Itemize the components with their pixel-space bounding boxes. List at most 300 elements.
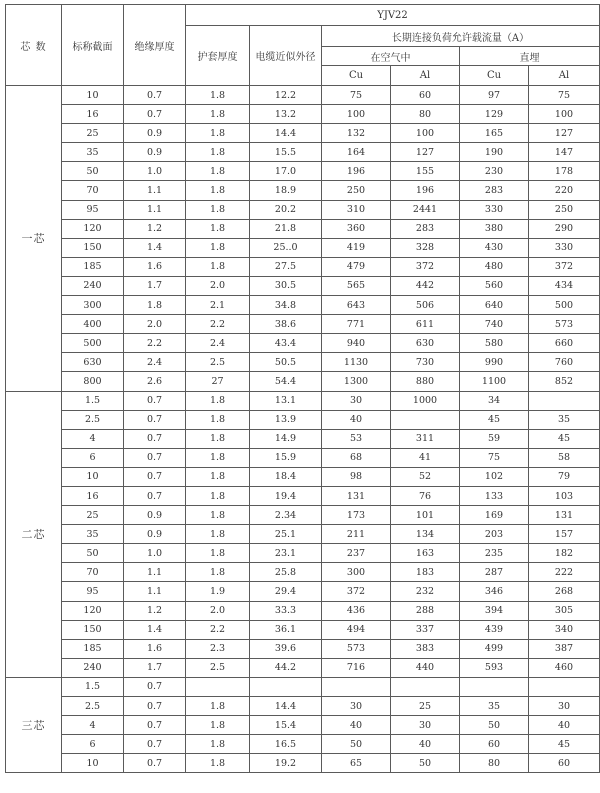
cell-buried-al: 290 — [529, 219, 600, 238]
cell-insulation: 1.4 — [124, 238, 186, 257]
cell-sheath: 1.8 — [186, 716, 250, 735]
table-row — [6, 143, 600, 162]
table-row — [6, 601, 600, 620]
cell-diameter: 39.6 — [250, 639, 322, 658]
cell-insulation: 1.7 — [124, 276, 186, 295]
cell-buried-al: 372 — [529, 257, 600, 276]
cell-air-cu: 494 — [322, 620, 391, 639]
cell-section: 16 — [62, 105, 124, 124]
cell-buried-al: 147 — [529, 143, 600, 162]
cell-diameter: 19.4 — [250, 486, 322, 505]
header-buried: 直埋 — [460, 47, 600, 66]
cell-insulation: 1.4 — [124, 620, 186, 639]
cell-diameter: 2.34 — [250, 506, 322, 525]
cell-section: 120 — [62, 601, 124, 620]
cell-insulation: 0.7 — [124, 86, 186, 105]
cell-buried-al: 60 — [529, 754, 600, 773]
cell-insulation: 0.7 — [124, 677, 186, 696]
cell-sheath: 2.5 — [186, 658, 250, 677]
cell-air-al: 183 — [391, 563, 460, 582]
cell-sheath: 1.8 — [186, 544, 250, 563]
table-row — [6, 200, 600, 219]
cell-buried-cu: 430 — [460, 238, 529, 257]
header-air-cu: Cu — [322, 66, 391, 86]
header-air-al: Al — [391, 66, 460, 86]
cell-diameter: 13.1 — [250, 391, 322, 410]
cell-insulation: 0.7 — [124, 410, 186, 429]
cell-buried-al: 460 — [529, 658, 600, 677]
cell-buried-cu: 50 — [460, 716, 529, 735]
cell-air-al: 30 — [391, 716, 460, 735]
cell-air-cu: 565 — [322, 276, 391, 295]
cell-section: 400 — [62, 315, 124, 334]
cell-buried-al: 222 — [529, 563, 600, 582]
cell-insulation: 0.7 — [124, 105, 186, 124]
table-row — [6, 525, 600, 544]
cell-diameter: 13.9 — [250, 410, 322, 429]
cell-air-cu: 419 — [322, 238, 391, 257]
cell-sheath: 1.8 — [186, 162, 250, 181]
cell-air-cu: 250 — [322, 181, 391, 200]
cell-sheath: 1.8 — [186, 143, 250, 162]
table-row — [6, 486, 600, 505]
cell-air-al: 40 — [391, 735, 460, 754]
cell-air-cu: 300 — [322, 563, 391, 582]
cell-buried-cu: 740 — [460, 315, 529, 334]
cell-buried-al: 45 — [529, 735, 600, 754]
cell-section: 95 — [62, 200, 124, 219]
cell-air-al: 337 — [391, 620, 460, 639]
cell-section: 16 — [62, 486, 124, 505]
cell-air-al: 311 — [391, 429, 460, 448]
cell-diameter: 25.1 — [250, 525, 322, 544]
cell-sheath: 1.8 — [186, 410, 250, 429]
cell-air-cu: 164 — [322, 143, 391, 162]
cell-diameter: 20.2 — [250, 200, 322, 219]
cell-air-cu: 75 — [322, 86, 391, 105]
cell-air-cu: 196 — [322, 162, 391, 181]
cell-insulation: 0.9 — [124, 525, 186, 544]
header-nominal-section: 标称截面 — [62, 5, 124, 86]
cell-insulation: 2.2 — [124, 334, 186, 353]
cell-insulation: 1.0 — [124, 162, 186, 181]
cell-buried-cu: 346 — [460, 582, 529, 601]
header-in-air: 在空气中 — [322, 47, 460, 66]
cell-sheath: 2.5 — [186, 353, 250, 372]
cell-sheath: 2.0 — [186, 276, 250, 295]
cell-sheath: 1.8 — [186, 486, 250, 505]
cell-buried-al: 268 — [529, 582, 600, 601]
cell-section: 25 — [62, 124, 124, 143]
cell-sheath: 1.8 — [186, 697, 250, 716]
cell-air-cu: 68 — [322, 448, 391, 467]
cell-buried-al — [529, 677, 600, 696]
cell-air-al: 506 — [391, 296, 460, 315]
cell-air-cu: 479 — [322, 257, 391, 276]
cell-diameter: 33.3 — [250, 601, 322, 620]
cell-sheath: 1.8 — [186, 563, 250, 582]
cell-sheath: 2.0 — [186, 601, 250, 620]
cell-buried-cu: 34 — [460, 391, 529, 410]
cell-diameter: 19.2 — [250, 754, 322, 773]
cell-air-al: 328 — [391, 238, 460, 257]
table-row — [6, 276, 600, 295]
cell-diameter: 25.8 — [250, 563, 322, 582]
table-row — [6, 735, 600, 754]
cell-diameter: 18.9 — [250, 181, 322, 200]
cell-air-al: 730 — [391, 353, 460, 372]
cell-buried-al: 760 — [529, 353, 600, 372]
cell-buried-al: 157 — [529, 525, 600, 544]
cell-air-cu: 310 — [322, 200, 391, 219]
cell-buried-al: 178 — [529, 162, 600, 181]
cell-diameter: 30.5 — [250, 276, 322, 295]
cell-air-al: 1000 — [391, 391, 460, 410]
table-row — [6, 105, 600, 124]
cell-insulation: 1.1 — [124, 181, 186, 200]
cell-sheath: 1.9 — [186, 582, 250, 601]
cell-section: 35 — [62, 525, 124, 544]
cell-section: 800 — [62, 372, 124, 391]
cell-insulation: 1.7 — [124, 658, 186, 677]
cell-buried-al: 434 — [529, 276, 600, 295]
cell-insulation: 0.7 — [124, 429, 186, 448]
cell-diameter: 29.4 — [250, 582, 322, 601]
table-row — [6, 315, 600, 334]
cell-buried-al: 40 — [529, 716, 600, 735]
cell-diameter: 34.8 — [250, 296, 322, 315]
cell-section: 300 — [62, 296, 124, 315]
table-row — [6, 181, 600, 200]
cell-air-al: 440 — [391, 658, 460, 677]
cell-buried-cu: 35 — [460, 697, 529, 716]
cell-sheath: 1.8 — [186, 391, 250, 410]
cell-air-al — [391, 410, 460, 429]
cell-air-al: 630 — [391, 334, 460, 353]
cell-buried-al: 660 — [529, 334, 600, 353]
cell-diameter: 43.4 — [250, 334, 322, 353]
table-row — [6, 677, 600, 696]
cell-air-cu: 1300 — [322, 372, 391, 391]
cell-insulation: 1.2 — [124, 601, 186, 620]
header-model: YJV22 — [186, 5, 600, 26]
cell-air-al: 76 — [391, 486, 460, 505]
cell-diameter: 21.8 — [250, 219, 322, 238]
cell-air-al: 101 — [391, 506, 460, 525]
cell-sheath: 1.8 — [186, 257, 250, 276]
cell-insulation: 1.8 — [124, 296, 186, 315]
cell-insulation: 1.6 — [124, 257, 186, 276]
cell-buried-cu: 230 — [460, 162, 529, 181]
cell-diameter: 54.4 — [250, 372, 322, 391]
cell-air-al: 2441 — [391, 200, 460, 219]
table-row — [6, 716, 600, 735]
table-row — [6, 639, 600, 658]
cell-buried-cu: 1100 — [460, 372, 529, 391]
table-row — [6, 658, 600, 677]
table-row — [6, 219, 600, 238]
cell-insulation: 0.7 — [124, 735, 186, 754]
cell-insulation: 0.7 — [124, 486, 186, 505]
cell-buried-cu: 593 — [460, 658, 529, 677]
cell-sheath: 1.8 — [186, 124, 250, 143]
cell-diameter: 15.5 — [250, 143, 322, 162]
cell-insulation: 0.9 — [124, 506, 186, 525]
cell-section: 4 — [62, 429, 124, 448]
table-row — [6, 544, 600, 563]
cell-air-cu: 237 — [322, 544, 391, 563]
cell-sheath: 1.8 — [186, 181, 250, 200]
cell-air-cu: 643 — [322, 296, 391, 315]
cell-insulation: 2.6 — [124, 372, 186, 391]
cell-section: 95 — [62, 582, 124, 601]
cell-buried-al: 100 — [529, 105, 600, 124]
table-row — [6, 697, 600, 716]
header-core-count: 芯 数 — [6, 5, 62, 86]
cell-sheath: 1.8 — [186, 429, 250, 448]
cell-air-al: 196 — [391, 181, 460, 200]
cell-buried-cu: 480 — [460, 257, 529, 276]
cell-section: 50 — [62, 162, 124, 181]
cell-sheath: 1.8 — [186, 238, 250, 257]
table-row — [6, 162, 600, 181]
cell-insulation: 0.7 — [124, 448, 186, 467]
cell-buried-cu: 102 — [460, 467, 529, 486]
cell-buried-cu: 394 — [460, 601, 529, 620]
cell-diameter: 15.9 — [250, 448, 322, 467]
cell-buried-cu: 45 — [460, 410, 529, 429]
cell-air-cu — [322, 677, 391, 696]
cell-buried-cu: 640 — [460, 296, 529, 315]
cell-buried-al: 305 — [529, 601, 600, 620]
cell-air-al: 155 — [391, 162, 460, 181]
cell-buried-cu: 499 — [460, 639, 529, 658]
cell-sheath: 1.8 — [186, 735, 250, 754]
cell-air-al: 25 — [391, 697, 460, 716]
cell-sheath: 1.8 — [186, 467, 250, 486]
cell-buried-al: 127 — [529, 124, 600, 143]
cell-buried-cu: 169 — [460, 506, 529, 525]
cell-buried-al: 75 — [529, 86, 600, 105]
cell-buried-cu: 133 — [460, 486, 529, 505]
header-row-1 — [6, 5, 600, 26]
cell-section: 185 — [62, 257, 124, 276]
cell-section: 240 — [62, 658, 124, 677]
cell-insulation: 2.4 — [124, 353, 186, 372]
cell-air-cu: 716 — [322, 658, 391, 677]
header-current-capacity: 长期连接负荷允许载流量（A） — [322, 26, 600, 47]
cell-diameter: 14.4 — [250, 124, 322, 143]
cell-diameter: 15.4 — [250, 716, 322, 735]
header-insulation-thickness: 绝缘厚度 — [124, 5, 186, 86]
header-approx-diameter: 电缆近似外径 — [250, 26, 322, 86]
cell-sheath — [186, 677, 250, 696]
cell-insulation: 1.1 — [124, 582, 186, 601]
cell-air-al: 50 — [391, 754, 460, 773]
cell-diameter: 16.5 — [250, 735, 322, 754]
cell-insulation: 1.2 — [124, 219, 186, 238]
cell-air-al: 80 — [391, 105, 460, 124]
cell-sheath: 1.8 — [186, 219, 250, 238]
cell-buried-cu: 80 — [460, 754, 529, 773]
cell-section: 70 — [62, 563, 124, 582]
cell-air-cu: 30 — [322, 391, 391, 410]
cell-insulation: 1.0 — [124, 544, 186, 563]
cell-air-cu: 98 — [322, 467, 391, 486]
cell-buried-al: 30 — [529, 697, 600, 716]
cell-air-al: 611 — [391, 315, 460, 334]
cell-diameter: 36.1 — [250, 620, 322, 639]
cell-section: 2.5 — [62, 697, 124, 716]
cell-diameter: 50.5 — [250, 353, 322, 372]
core-count-cell: 三芯 — [6, 677, 62, 772]
cell-section: 10 — [62, 86, 124, 105]
cell-sheath: 27 — [186, 372, 250, 391]
cell-section: 70 — [62, 181, 124, 200]
table-row — [6, 429, 600, 448]
core-count-cell: 一芯 — [6, 86, 62, 392]
cell-air-al — [391, 677, 460, 696]
cell-section: 185 — [62, 639, 124, 658]
cell-diameter: 18.4 — [250, 467, 322, 486]
cell-buried-cu: 129 — [460, 105, 529, 124]
cell-insulation: 0.7 — [124, 716, 186, 735]
cell-section: 630 — [62, 353, 124, 372]
cell-buried-al: 35 — [529, 410, 600, 429]
cell-buried-cu: 203 — [460, 525, 529, 544]
cell-insulation: 2.0 — [124, 315, 186, 334]
cell-air-cu: 53 — [322, 429, 391, 448]
table-row — [6, 410, 600, 429]
cell-section: 10 — [62, 754, 124, 773]
cell-buried-al: 573 — [529, 315, 600, 334]
table-row — [6, 754, 600, 773]
cell-insulation: 0.7 — [124, 754, 186, 773]
header-sheath-thickness: 护套厚度 — [186, 26, 250, 86]
cell-air-cu: 360 — [322, 219, 391, 238]
cell-diameter: 44.2 — [250, 658, 322, 677]
cell-diameter: 14.4 — [250, 697, 322, 716]
cell-section: 2.5 — [62, 410, 124, 429]
table-row — [6, 86, 600, 105]
cell-air-al: 383 — [391, 639, 460, 658]
cell-insulation: 0.9 — [124, 124, 186, 143]
cell-air-al: 880 — [391, 372, 460, 391]
table-row — [6, 124, 600, 143]
cell-air-al: 283 — [391, 219, 460, 238]
cell-buried-cu: 165 — [460, 124, 529, 143]
cell-insulation: 1.6 — [124, 639, 186, 658]
cell-air-cu: 40 — [322, 410, 391, 429]
cell-buried-cu: 580 — [460, 334, 529, 353]
cell-buried-cu: 283 — [460, 181, 529, 200]
cell-insulation: 1.1 — [124, 563, 186, 582]
cell-buried-al: 500 — [529, 296, 600, 315]
cell-section: 6 — [62, 735, 124, 754]
cell-buried-al: 103 — [529, 486, 600, 505]
cell-sheath: 2.4 — [186, 334, 250, 353]
cell-buried-al: 58 — [529, 448, 600, 467]
cell-diameter: 14.9 — [250, 429, 322, 448]
table-row — [6, 620, 600, 639]
cell-sheath: 1.8 — [186, 448, 250, 467]
cell-buried-al: 220 — [529, 181, 600, 200]
cell-buried-al: 131 — [529, 506, 600, 525]
cell-section: 10 — [62, 467, 124, 486]
table-row — [6, 334, 600, 353]
cell-diameter — [250, 677, 322, 696]
cell-buried-al: 45 — [529, 429, 600, 448]
cell-sheath: 2.3 — [186, 639, 250, 658]
cell-diameter: 27.5 — [250, 257, 322, 276]
cell-sheath: 1.8 — [186, 754, 250, 773]
cell-insulation: 0.7 — [124, 391, 186, 410]
cell-air-cu: 50 — [322, 735, 391, 754]
cell-buried-al: 852 — [529, 372, 600, 391]
cell-insulation: 0.9 — [124, 143, 186, 162]
table-row — [6, 391, 600, 410]
cell-section: 1.5 — [62, 677, 124, 696]
cell-buried-al: 250 — [529, 200, 600, 219]
cell-buried-cu: 560 — [460, 276, 529, 295]
table-row — [6, 506, 600, 525]
cell-diameter: 13.2 — [250, 105, 322, 124]
cell-air-al: 163 — [391, 544, 460, 563]
cell-air-al: 60 — [391, 86, 460, 105]
cell-buried-al: 330 — [529, 238, 600, 257]
cell-air-cu: 573 — [322, 639, 391, 658]
cell-sheath: 2.2 — [186, 315, 250, 334]
cell-section: 150 — [62, 238, 124, 257]
cell-diameter: 23.1 — [250, 544, 322, 563]
cell-air-cu: 940 — [322, 334, 391, 353]
cell-air-al: 442 — [391, 276, 460, 295]
table-row — [6, 238, 600, 257]
cell-buried-al: 79 — [529, 467, 600, 486]
table-row — [6, 563, 600, 582]
cell-buried-cu: 97 — [460, 86, 529, 105]
cell-buried-cu: 330 — [460, 200, 529, 219]
table-row — [6, 257, 600, 276]
cell-air-cu: 131 — [322, 486, 391, 505]
cell-air-al: 372 — [391, 257, 460, 276]
cell-insulation: 1.1 — [124, 200, 186, 219]
cell-diameter: 38.6 — [250, 315, 322, 334]
cell-air-al: 52 — [391, 467, 460, 486]
table-row — [6, 296, 600, 315]
cable-spec-table — [5, 4, 600, 773]
cell-air-cu: 100 — [322, 105, 391, 124]
cell-section: 150 — [62, 620, 124, 639]
cell-diameter: 12.2 — [250, 86, 322, 105]
cell-buried-al — [529, 391, 600, 410]
cell-insulation: 0.7 — [124, 697, 186, 716]
cell-sheath: 1.8 — [186, 200, 250, 219]
cell-air-cu: 173 — [322, 506, 391, 525]
cell-diameter: 25..0 — [250, 238, 322, 257]
cell-air-cu: 132 — [322, 124, 391, 143]
cell-buried-cu — [460, 677, 529, 696]
table-row — [6, 353, 600, 372]
cell-sheath: 1.8 — [186, 86, 250, 105]
cell-section: 120 — [62, 219, 124, 238]
cell-air-al: 232 — [391, 582, 460, 601]
table-row — [6, 372, 600, 391]
cell-buried-al: 182 — [529, 544, 600, 563]
cell-section: 6 — [62, 448, 124, 467]
cell-insulation: 0.7 — [124, 467, 186, 486]
cell-section: 1.5 — [62, 391, 124, 410]
